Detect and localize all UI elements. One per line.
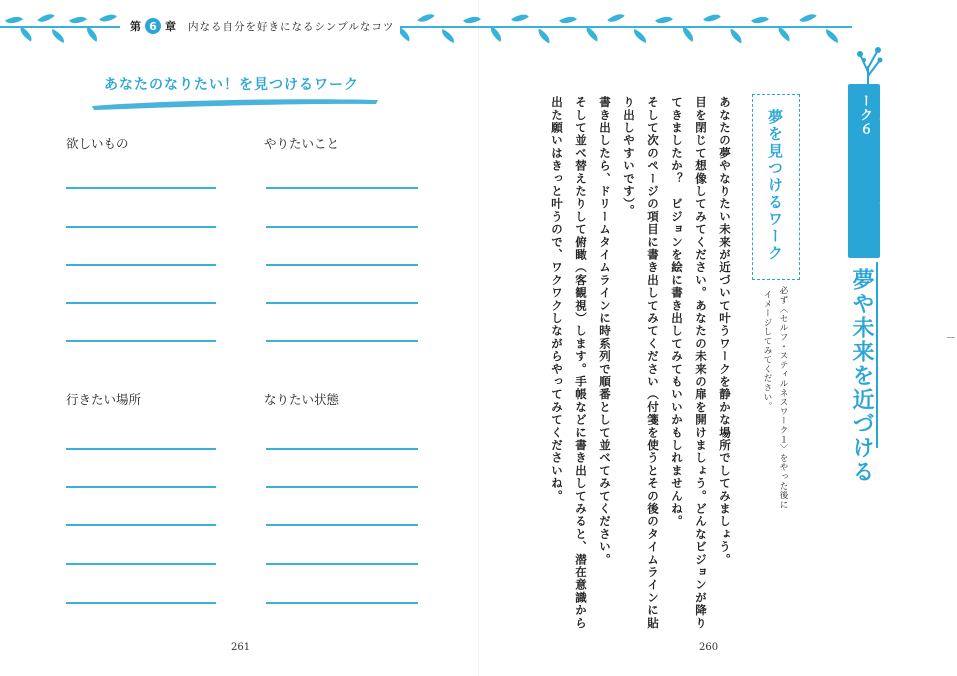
chapter-header — [124, 16, 400, 36]
field-label-todo: やりたいこと — [264, 136, 340, 151]
write-line-wants-1[interactable] — [66, 187, 216, 189]
chapter-prefix: 第 — [130, 20, 141, 33]
chapter-title: 内なる自分を好きになるシンプルなコツ — [188, 20, 395, 33]
body-line-7: そして並べ替えたりして俯瞰（客観視）します。手帳などに書き出してみると、潜在意識から — [574, 96, 588, 630]
field-label-wants: 欲しいもの — [66, 136, 129, 151]
intro-line-2: イメージしてみてください。 — [762, 290, 772, 411]
box-title: 夢を見つけるワーク — [766, 109, 784, 262]
box-title-frame — [752, 94, 800, 280]
body-line-8: 出た願いはきっと叶うので、ワクワクしながらやってみてくださいね。 — [550, 96, 564, 503]
write-line-todo-2[interactable] — [266, 226, 418, 228]
write-line-state-3[interactable] — [266, 524, 418, 526]
body-line-3: てきましたか？ ビジョンを絵に書き出してみてもいいかもしれませんね。 — [670, 96, 684, 528]
leaf-border-center — [372, 10, 852, 42]
write-line-places-2[interactable] — [66, 486, 216, 488]
write-line-todo-4[interactable] — [266, 302, 418, 304]
leaf-border-left — [0, 10, 120, 42]
write-line-state-2[interactable] — [266, 486, 418, 488]
work-title: あなたのなりたい！を見つけるワーク — [104, 77, 359, 93]
body-line-6: 書き出したら、ドリームタイムラインに時系列で順番として並べてみてください。 — [598, 96, 612, 566]
main-title: 夢や未来を近づける — [849, 268, 874, 484]
body-line-4: そして次のページの項目に書き出してみてください（付箋を使うとその後のタイムラインに貼 — [646, 96, 660, 630]
series-label-bar — [848, 84, 891, 258]
chapter-number-badge: 6 — [145, 18, 161, 34]
intro-line-1: 必ず〈セルフ・スティルネスワーク１〉をやった後に — [778, 286, 788, 510]
field-label-state: なりたい状態 — [264, 392, 340, 407]
write-line-wants-4[interactable] — [66, 302, 216, 304]
write-line-todo-3[interactable] — [266, 264, 418, 266]
write-line-wants-2[interactable] — [66, 226, 216, 228]
write-line-places-4[interactable] — [66, 563, 216, 565]
page-number-left: 261 — [231, 642, 251, 653]
write-line-todo-1[interactable] — [266, 187, 418, 189]
brush-stroke-decoration — [90, 96, 380, 112]
body-line-5: り出しやすいです）。 — [622, 96, 636, 218]
write-line-places-1[interactable] — [66, 448, 216, 450]
write-line-state-4[interactable] — [266, 563, 418, 565]
write-line-todo-5[interactable] — [266, 340, 418, 342]
write-line-places-3[interactable] — [66, 524, 216, 526]
body-line-1: あなたの夢やなりたい未来が近づいて叶うワークを静かな場所でしてみましょう。 — [718, 96, 732, 566]
write-line-places-5[interactable] — [66, 602, 216, 604]
page-gutter — [478, 0, 479, 676]
write-line-wants-3[interactable] — [66, 264, 216, 266]
chapter-suffix: 章 — [165, 20, 176, 33]
field-label-places: 行きたい場所 — [66, 392, 142, 407]
body-line-2: 目を閉じて想像してみてください。あなたの未来の扉を開けましょう。どんなビジョンが降り — [694, 96, 708, 630]
series-label: セルフ・スティルネスワーク６ — [857, 94, 891, 248]
write-line-wants-5[interactable] — [66, 340, 216, 342]
write-line-state-1[interactable] — [266, 448, 418, 450]
page-number-right: 260 — [699, 642, 719, 653]
edge-tick — [947, 337, 955, 338]
write-line-state-5[interactable] — [266, 602, 418, 604]
